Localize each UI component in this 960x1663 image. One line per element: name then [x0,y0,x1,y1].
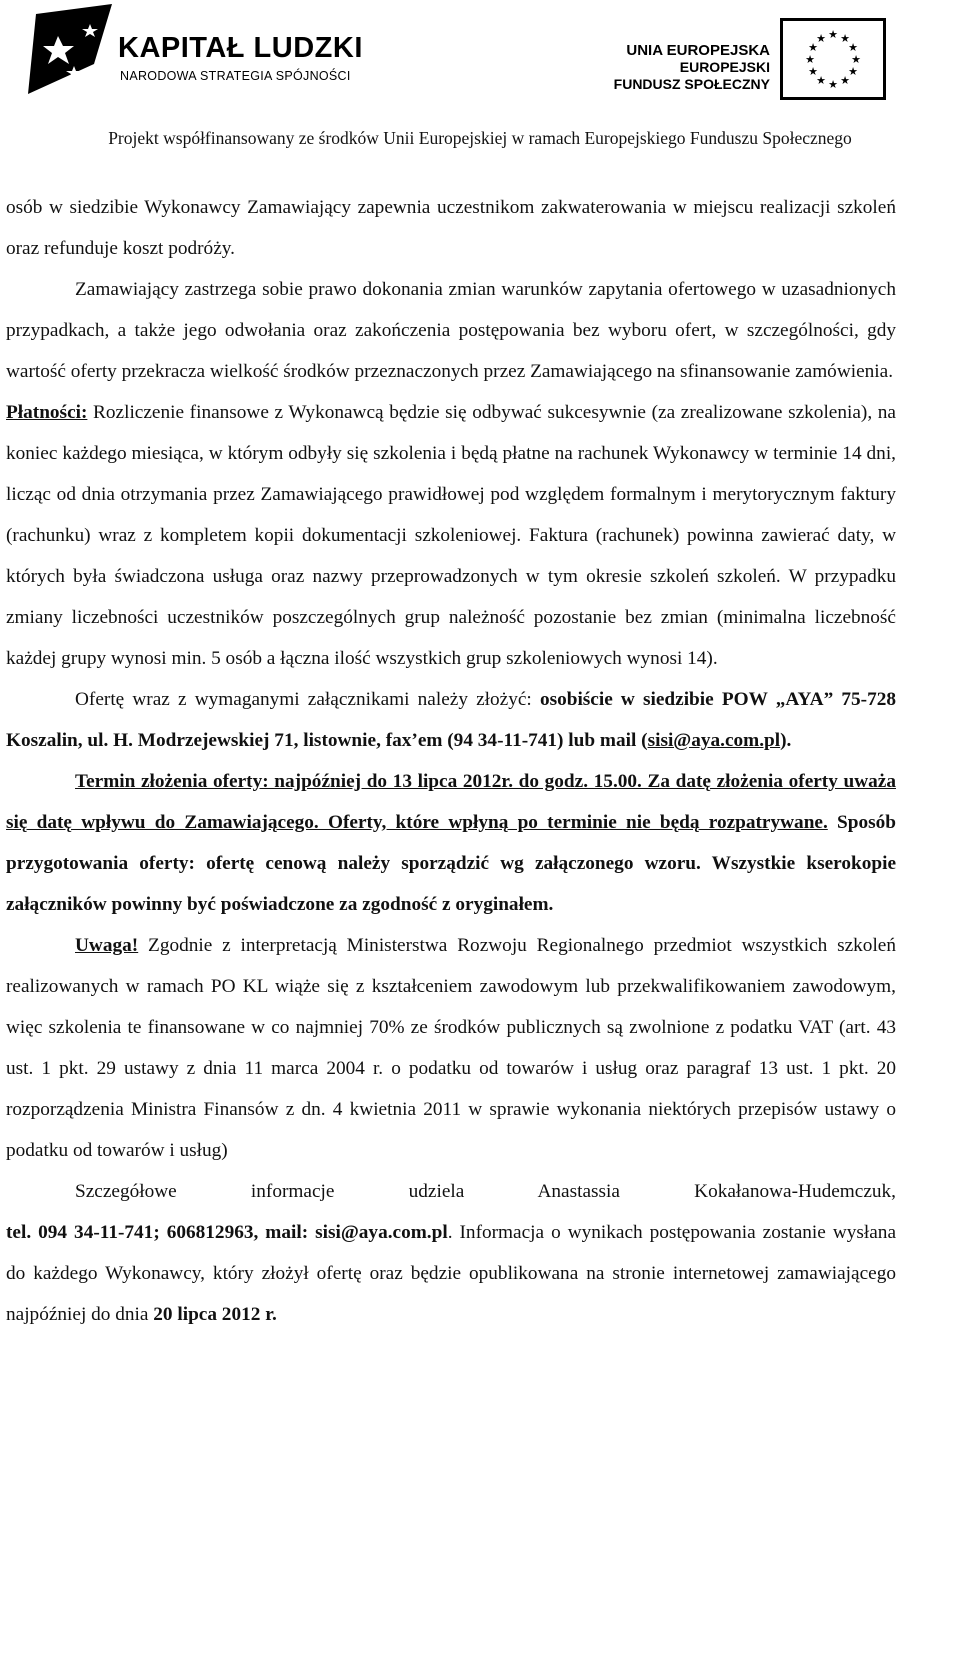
svg-text:★: ★ [828,28,838,41]
eu-line3: FUNDUSZ SPOŁECZNY [613,76,770,92]
svg-text:★: ★ [851,53,861,66]
svg-text:★: ★ [816,32,826,45]
submission-email-link[interactable]: sisi@aya.com.pl [647,730,781,751]
payments-text: Rozliczenie finansowe z Wykonawcą będzie się odbywać sukcesywnie (za zrealizowane szkolenia), na koniec każdego miesiąca, w którym odbyły się szkolenia i będą płatne na rachunek Wykonawcy w terminie 14 dni, licząc od dnia otrzymania przez Zamawiającego prawidłowej pod względem formalnym i merytorycznym faktury (rachunku) wraz z kompletem kopii dokumentacji szkoleniowej. Faktura (rachunek) powinna zawierać daty, w których była świadczona usługa oraz nazwy przeprowadzonych w tym okresie szkoleń szkoleń. W przypadku zmiany liczebności uczestników poszczególnych grup należność pozostanie bez zmian (minimalna liczebność każdej grupy wynosi min. 5 osób a łączna ilość wszystkich grup szkoleniowych wynosi 14). [6,402,896,669]
paragraph-note [6,925,896,1171]
submission-address: osobiście w siedzibie POW „AYA” 75-728 Koszalin, ul. H. Modrzejewskiej 71, listownie, fax’em (94 34-11-741) lub mail ( [6,689,896,751]
svg-text:★: ★ [848,41,858,54]
eu-line2: EUROPEJSKI [679,59,770,75]
paragraph-contact-line1: Szczegółowe informacje udziela Anastassia Kokałanowa-Hudemczuk, [75,1181,896,1202]
paragraph-accommodation: osób w siedzibie Wykonawcy Zamawiający zapewnia uczestnikom zakwaterowania w miejscu realizacji szkoleń oraz refunduje koszt podróży. [6,197,896,259]
document-body [6,187,896,1335]
note-text: Zgodnie z interpretacją Ministerstwa Rozwoju Regionalnego przedmiot wszystkich szkoleń realizowanych w ramach PO KL wiąże się z kształceniem zawodowym lub przekwalifikowaniem zawodowym, więc szkolenia te finansowane w co najmniej 70% ze środków publicznych są zwolnione z podatku VAT (art. 43 ust. 1 pkt. 29 ustawy z dnia 11 marca 2004 r. o podatku od towarów i usług oraz paragraf 13 ust. 1 pkt. 20 rozporządzenia Ministra Finansów z dn. 4 kwietnia 2011 w sprawie wykonania niektórych przepisów ustawy o podatku od towarów i usług) [6,935,896,1161]
deadline-text: Termin złożenia oferty: najpóźniej do 13 lipca 2012r. do godz. 15.00. Za datę złożenia oferty uważa się datę wpływu do Zamawiającego. Oferty, które wpłyną po terminie nie będą rozpatrywane. [6,771,896,833]
svg-text:★: ★ [848,65,858,78]
svg-text:★: ★ [808,65,818,78]
eu-text-block [614,42,770,93]
contact-text: . Informacja o wynikach postępowania zostanie wysłana do każdego Wykonawcy, który złożył ofertę oraz będzie opublikowana na stronie internetowej zamawiającego najpóźniej do dnia [6,1222,897,1325]
offer-preparation-text: Sposób przygotowania oferty: ofertę cenową należy sporządzić wg załączonego wzoru. Wszystkie kserokopie załączników powinny być poświadczone za zgodność z oryginałem. [6,812,896,915]
contact-details: tel. 094 34-11-741; 606812963, mail: sisi@aya.com.pl [6,1222,448,1243]
svg-text:★: ★ [840,74,850,87]
svg-text:★: ★ [805,53,815,66]
eu-line1: UNIA EUROPEJSKA [626,42,770,59]
submission-close: ). [780,730,792,751]
eu-flag-icon [780,18,886,100]
submission-intro: Ofertę wraz z wymaganymi załącznikami należy złożyć: [75,689,540,710]
note-label: Uwaga! [75,935,139,956]
svg-text:★: ★ [808,41,818,54]
payments-label: Płatności: [6,402,88,423]
svg-text:★: ★ [816,74,826,87]
paragraph-deadline [6,761,896,925]
paragraph-reservation: Zamawiający zastrzega sobie prawo dokonania zmian warunków zapytania ofertowego w uzasadnionych przypadkach, a także jego odwołania oraz zakończenia postępowania bez wyboru ofert, w szczególności, gdy wartość oferty przekracza wielkość środków przeznaczonych przez Zamawiającego na sfinansowanie zamówienia. [6,279,896,382]
kapital-ludzki-title: KAPITAŁ LUDZKI [118,32,363,64]
paragraph-payments [6,392,896,679]
paragraph-contact [6,1212,896,1335]
project-cofinancing-line: Projekt współfinansowany ze środków Unii Europejskiej w ramach Europejskiego Funduszu Społecznego [108,128,852,148]
svg-text:★: ★ [828,78,838,91]
page-header [0,0,960,148]
svg-text:★: ★ [840,32,850,45]
paragraph-submission [6,679,896,761]
kapital-ludzki-subtitle: NARODOWA STRATEGIA SPÓJNOŚCI [120,69,351,83]
publication-date: 20 lipca 2012 r. [153,1304,277,1325]
